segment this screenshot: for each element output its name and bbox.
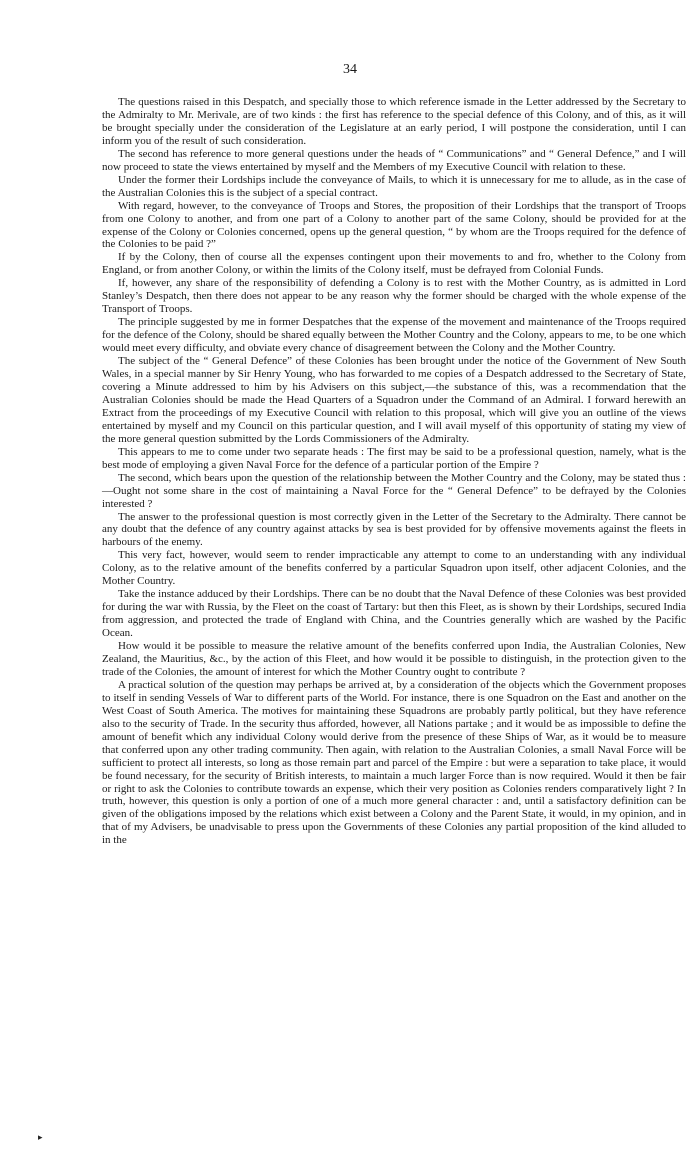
paragraph: The principle suggested by me in former Despatches that the expense of the movement and maintenance of the Troops required for the defence of the Colony, should be shared equally between the Mother Country and the Colony, appears to me, to be one which would meet every difficulty, and obviate every chance of disagreement between the Colony and the Mother Country.: [102, 316, 686, 355]
paragraph: With regard, however, to the conveyance of Troops and Stores, the proposition of their Lordships that the transport of Troops from one Colony to another, and from one part of a Colony to another part of the same Colony, should be provided for at the expense of the Colony or Colonies concerned, opens up the general question, “ by whom are the Troops required for the defence of the Colonies to be paid ?”: [102, 199, 686, 251]
paragraph: Under the former their Lordships include the conveyance of Mails, to which it is unnecessary for me to allude, as in the case of the Australian Colonies this is the subject of a special contract.: [102, 173, 686, 199]
paragraph: The subject of the “ General Defence” of these Colonies has been brought under the notice of the Government of New South Wales, in a special manner by Sir Henry Young, who has forwarded to me copies of a Despatch addressed to the Secretary of State, covering a Minute addressed to him by his Advisers on this subject,—the substance of this, was a recommendation that the Australian Colonies should be made the Head Quarters of a Squadron under the Command of an Admiral. I forward herewith an Extract from the proceedings of my Executive Council with relation to this proposal, which will give you an outline of the views entertained by myself and my Council on this particular question, and I will avail myself of this opportunity of stating my view of the more general question submitted by the Lords Commissioners of the Admiralty.: [102, 355, 686, 445]
paragraph: If, however, any share of the responsibility of defending a Colony is to rest with the Mother Country, as is admitted in Lord Stanley’s Despatch, then there does not appear to be any reason why the former should be charged with the whole expense of the Transport of Troops.: [102, 277, 686, 316]
paragraph: The second, which bears upon the question of the relationship between the Mother Country and the Colony, may be stated thus :—Ought not some share in the cost of maintaining a Naval Force for the “ General Defence” to be defrayed by the Colonies interested ?: [102, 471, 686, 510]
despatch-body: [102, 96, 686, 847]
paragraph: The second has reference to more general questions under the heads of “ Communications” and “ General Defence,” and I will now proceed to state the views entertained by myself and the Members of my Executive Council with relation to these.: [102, 147, 686, 173]
paragraph: The answer to the professional question is most correctly given in the Letter of the Secretary to the Admiralty. There cannot be any doubt that the defence of any country against attacks by sea is best provided for by offensive movements against the fleets in harbours of the enemy.: [102, 510, 686, 549]
paragraph: If by the Colony, then of course all the expenses contingent upon their movements to and fro, whether to the Colony from England, or from another Colony, or within the limits of the Colony itself, must be defrayed from Colonial Funds.: [102, 251, 686, 277]
paragraph: This very fact, however, would seem to render impracticable any attempt to come to an understanding with any individual Colony, as to the relative amount of the benefits conferred by a particular Squadron upon itself, other adjacent Colonies, and the Mother Country.: [102, 549, 686, 588]
paragraph: This appears to me to come under two separate heads : The first may be said to be a professional question, namely, what is the best mode of employing a given Naval Force for the defence of a particular portion of the Empire ?: [102, 445, 686, 471]
page-number: 34: [343, 62, 357, 77]
margin-arrow-icon: ▸: [38, 1132, 43, 1142]
paragraph: Take the instance adduced by their Lordships. There can be no doubt that the Naval Defence of these Colonies was best provided for during the war with Russia, by the Fleet on the coast of Tartary: but then this Fleet, as is shown by their Lordships, secured India from aggression, and protected the trade of England with China, and the Countries generally which are washed by the Pacific Ocean.: [102, 588, 686, 640]
paragraph: How would it be possible to measure the relative amount of the benefits conferred upon India, the Australian Colonies, New Zealand, the Mauritius, &c., by the action of this Fleet, and how would it be possible to distinguish, in the protection given to the trade of the Colonies, the amount of interest for which the Mother Country ought to contribute ?: [102, 640, 686, 678]
paragraph: A practical solution of the question may perhaps be arrived at, by a consideration of the objects which the Government proposes to itself in sending Vessels of War to different parts of the World. For instance, there is one Squadron on the East and another on the West Coast of South America. The motives for maintaining these Squadrons are probably partly political, but they have reference also to the security of Trade. In the security thus afforded, however, all Nations partake ; and it would be as impossible to define the amount of benefit which any individual Colony would derive from the presence of these Ships of War, as it would be to measure that conferred upon any other trading community. Then again, with relation to the Australian Colonies, a small Naval Force will be sufficient to protect all interests, so long as those remain part and parcel of the Empire : but were a separation to take place, it would be found necessary, for the security of British interests, to maintain a much larger Force than is now required. Would it then be fair or right to ask the Colonies to contribute towards an expense, which their very position as Colonies renders comparatively light ? In truth, however, this question is only a portion of one of a much more general character : and, until a satisfactory definition can be given of the obligations imposed by the relations which exist between a Colony and the Parent State, it would, in my opinion, and in that of my Advisers, be unadvisable to press upon the Governments of these Colonies any partial proposition of the kind alluded to in the: [102, 678, 686, 847]
paragraph: The questions raised in this Despatch, and specially those to which reference ismade in the Letter addressed by the Secretary to the Admiralty to Mr. Merivale, are of two kinds : the first has reference to the special defence of this Colony, and of this, as it will be brought specially under the consideration of the Legislature at an early period, I will postpone the consideration, until I can inform you of the result of such consideration.: [102, 96, 686, 147]
